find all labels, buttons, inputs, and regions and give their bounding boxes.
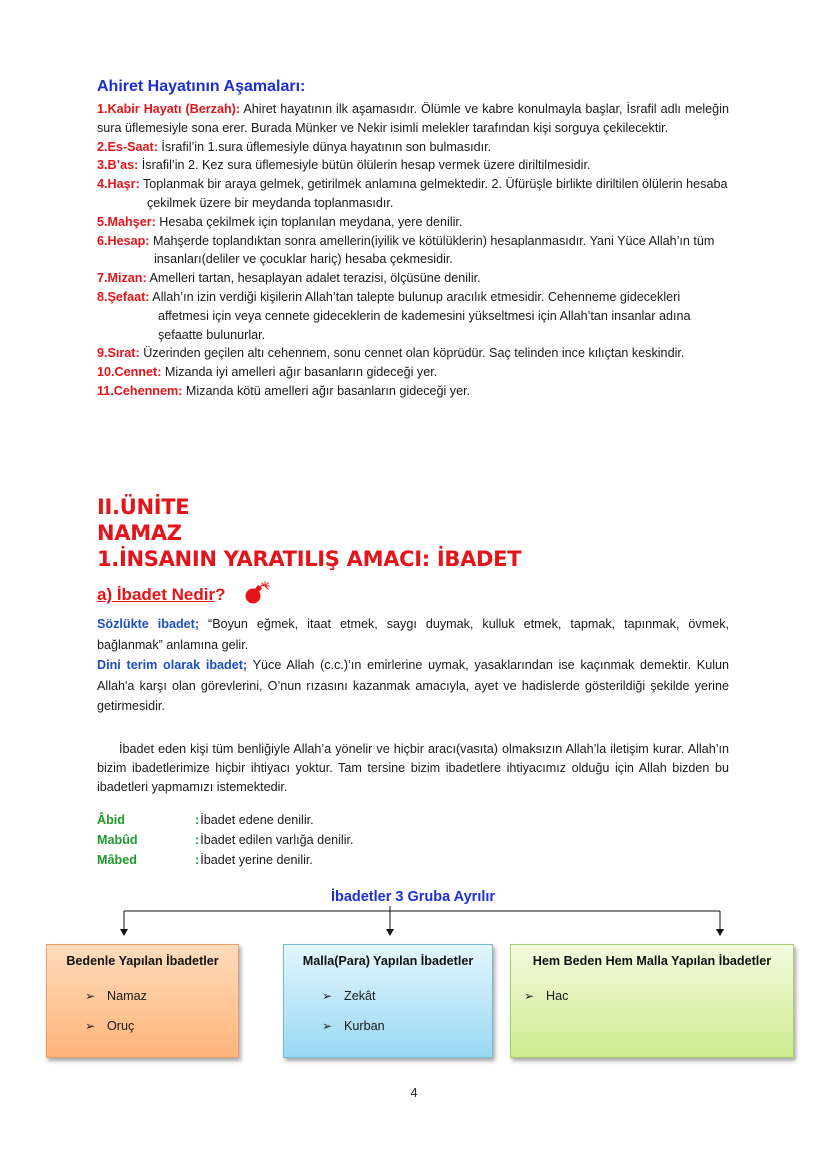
term-row (97, 810, 354, 830)
group-items (511, 982, 793, 1012)
unit-heading (97, 494, 521, 572)
diagram-title: İbadetler 3 Gruba Ayrılır (330, 889, 496, 905)
bullet-arrow-icon: ➢ (322, 989, 333, 1003)
group-box-wealth (283, 944, 493, 1058)
group-title: Hem Beden Hem Malla Yapılan İbadetler (532, 954, 772, 968)
stage-item (97, 363, 729, 382)
stage-item (97, 213, 729, 232)
stage-item (97, 269, 729, 288)
stage-label: 1.Kabir Hayatı (Berzah): (97, 102, 241, 116)
group-item: ➢ Oruç (85, 1012, 238, 1042)
stage-label: 8.Şefaat: (97, 289, 150, 304)
term-colon: : (195, 833, 200, 847)
lexical-definition (97, 614, 729, 655)
unit-title: NAMAZ (97, 521, 182, 545)
term-text: Yüce Allah (c.c.)’ın emirlerine uymak, yasaklarından ise kaçınmak demektir. Kulun Allah'a karşı olan görevlerini, O’nun rızasını kazanmak amacıyla, ayet ve hadislerde gösterildiği şekilde yerine getirmesidir. (97, 658, 730, 713)
term-colon: : (195, 813, 200, 827)
subheading-text: a) İbadet Nedir (97, 585, 216, 604)
stage-label: 10.Cennet: (97, 365, 162, 380)
stage-item (97, 288, 729, 344)
term-word: Mabûd (97, 833, 138, 847)
subheading (97, 585, 225, 605)
term-row (97, 830, 354, 850)
group-item: ➢ Zekât (322, 982, 492, 1012)
stage-text: İsrafil’in 2. Kez sura üflemesiyle bütün ölülerin hesap vermek üzere diriltilmesidir. (138, 158, 591, 173)
term-meaning: İbadet edene denilir. (200, 813, 314, 827)
bullet-arrow-icon: ➢ (524, 989, 535, 1003)
page-number: 4 (410, 1086, 418, 1100)
bullet-arrow-icon: ➢ (85, 1018, 96, 1033)
definitions (97, 614, 729, 717)
lexical-label: Sözlükte ibadet; (97, 617, 200, 631)
stage-label: 4.Haşr: (97, 177, 140, 192)
stage-label: 3.B’as: (97, 158, 139, 173)
stage-text: Üzerinden geçilen altı cehennem, sonu cennet olan köprüdür. Saç telinden ince kılıçtan keskindir. (139, 346, 685, 361)
group-item: ➢ Kurban (322, 1012, 492, 1042)
group-items (284, 982, 492, 1041)
lexical-text: “Boyun eğmek, itaat etmek, saygı duymak, kulluk etmek, tapmak, tapınmak, övmek, bağlanmak” anlamına gelir. (97, 617, 729, 652)
arrow-down-icon (120, 929, 128, 936)
stage-label: 7.Mizan: (97, 271, 147, 286)
bomb-icon (243, 581, 273, 605)
stage-text: Allah’ın izin verdiği kişilerin Allah’tan talepte bulunup aracılık etmesidir. Cehenneme gidecekleri affetmesi için veya cennete gideceklerin de kademesini yükseltmesi için Allah’tan insanlar adına şefaatte bulunurlar. (149, 289, 691, 342)
group-items (47, 982, 238, 1041)
term-word: Mâbed (97, 853, 137, 867)
stage-item (97, 232, 729, 270)
stage-text: Amelleri tartan, hesaplayan adalet terazisi, ölçüsüne denilir. (146, 271, 481, 286)
diagram-connectors (0, 905, 828, 945)
term-meaning: İbadet edilen varlığa denilir. (200, 833, 354, 847)
stage-text: Ahiret hayatının ilk aşamasıdır. Ölümle ve kabre konulmayla başlar, İsrafil adlı meleğin sura üflemesiyle sona erer. Burada Münker ve Nekir isimli melekler tarafından kişi sorguya çekilecektir. (97, 102, 729, 135)
stage-text: Mizanda kötü amelleri ağır basanların gideceği yer. (182, 383, 471, 398)
bullet-arrow-icon: ➢ (322, 1018, 333, 1033)
term-colon: : (195, 853, 200, 867)
stage-item (97, 382, 729, 401)
stage-label: 6.Hesap: (97, 233, 150, 248)
stage-label: 5.Mahşer: (97, 214, 156, 229)
question-mark: ? (215, 585, 226, 604)
body-paragraph: İbadet eden kişi tüm benliğiyle Allah’a yönelir ve hiçbir aracı(vasıta) olmaksızın Allah’la iletişim kurar. Allah’ın bizim ibadetlerimize hiçbir ihtiyacı yoktur. Tam tersine bizim ibadetlere ihtiyacımız olduğu için Allah bizden bu ibadetleri yapmamızı istemektedir. (97, 742, 729, 794)
stage-text: Toplanmak bir araya gelmek, getirilmek anlamına gelmektedir. 2. Üfürüşle birlikte diriltilen ölülerin hesaba çekilmek üzere bir meydanda toplanmasıdır. (139, 177, 728, 210)
stages-list (97, 100, 729, 401)
section-heading: Ahiret Hayatının Aşamaları: (97, 78, 306, 95)
term-label: Dini terim olarak ibadet; (97, 658, 248, 672)
term-word: Âbid (97, 813, 125, 827)
group-item: ➢ Hac (524, 982, 793, 1012)
group-item: ➢ Namaz (85, 982, 238, 1012)
stage-item (97, 156, 729, 175)
terms-list (97, 810, 354, 870)
stage-text: Hesaba çekilmek için toplanılan meydana, yere denilir. (155, 214, 463, 229)
term-row (97, 850, 354, 870)
stage-label: 11.Cehennem: (97, 383, 183, 398)
arrow-down-icon (386, 929, 394, 936)
group-title: Malla(Para) Yapılan İbadetler (302, 954, 474, 968)
term-meaning: İbadet yerine denilir. (200, 853, 313, 867)
group-box-both (510, 944, 794, 1058)
group-title: Bedenle Yapılan İbadetler (66, 954, 219, 968)
arrow-down-icon (716, 929, 724, 936)
stage-text: Mizanda iyi amelleri ağır basanların gideceği yer. (161, 365, 438, 380)
stage-item (97, 138, 729, 157)
stage-label: 2.Es-Saat: (97, 139, 158, 154)
term-definition (97, 655, 729, 717)
stage-label: 9.Sırat: (97, 346, 140, 361)
stage-item (97, 100, 729, 138)
stage-item (97, 344, 729, 363)
unit-number: II.ÜNİTE (97, 495, 190, 519)
stage-text: Mahşerde toplandıktan sonra amellerin(iyilik ve kötülüklerin) hesaplanmasıdır. Yani Yüce Allah’ın tüm insanları(deliler ve çocuklar hariç) hesaba çekmesidir. (149, 233, 715, 267)
bullet-arrow-icon: ➢ (85, 989, 96, 1003)
group-box-body (46, 944, 239, 1058)
stage-item (97, 175, 729, 213)
chapter-title: 1.İNSANIN YARATILIŞ AMACI: İBADET (97, 547, 522, 571)
stage-text: İsrafil’in 1.sura üflemesiyle dünya hayatının son bulmasıdır. (157, 139, 492, 154)
